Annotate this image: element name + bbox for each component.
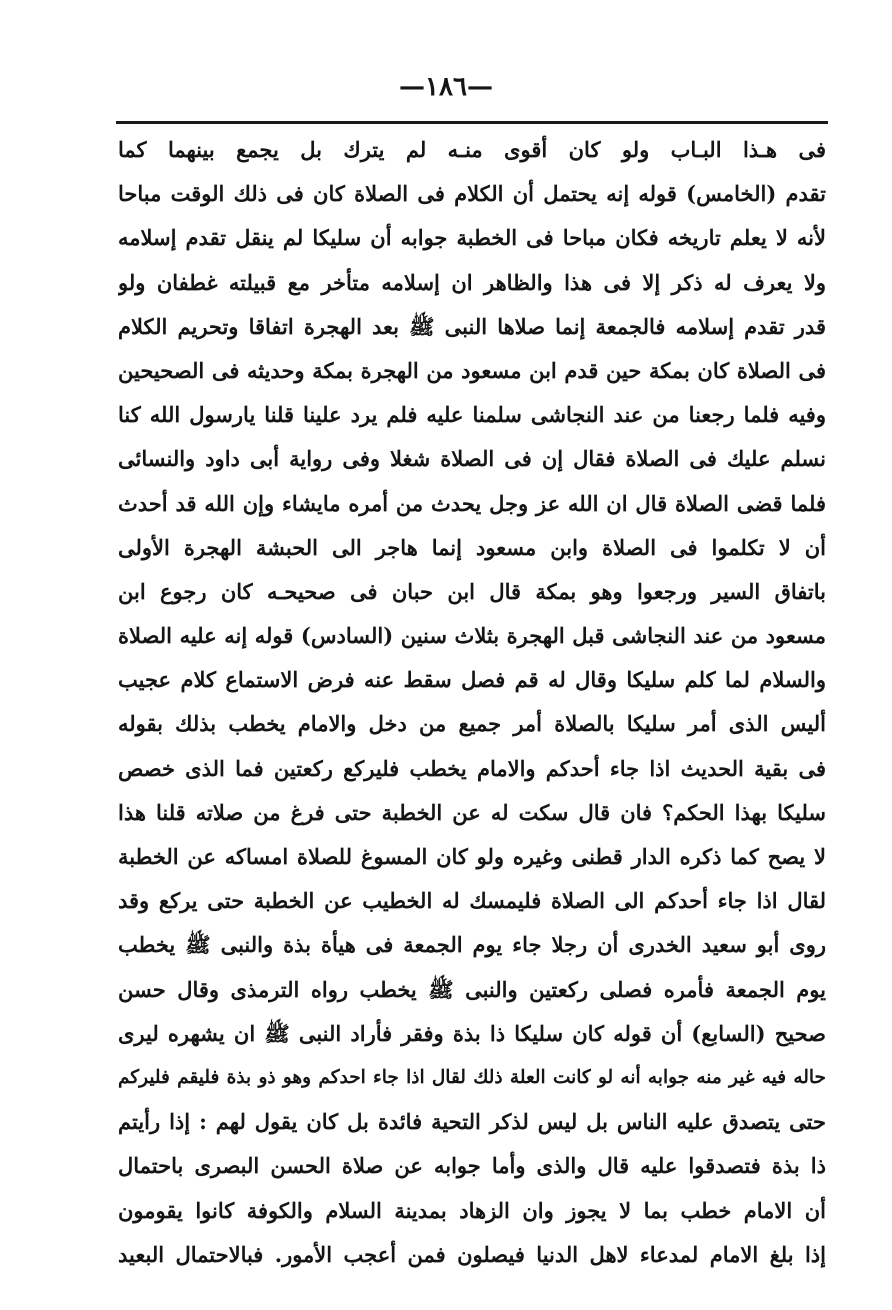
text-line: أن لا تكلموا فى الصلاة وابن مسعود إنما هاجر الى الحبشة الهجرة الأولى	[118, 534, 826, 560]
text-line: مسعود من عند النجاشى قبل الهجرة بثلاث سنين (السادس) قوله إنه عليه الصلاة	[118, 623, 826, 649]
text-line: نسلم عليك فى الصلاة فقال إن فى الصلاة شغلا وفى رواية أبى داود والنسائى	[118, 446, 826, 472]
text-line: صحيح (السابع) أن قوله كان سليكا ذا بذة وفقر فأراد النبى ﷺ ان يشهره ليرى	[118, 1020, 826, 1046]
text-line: أليس الذى أمر سليكا بالصلاة أمر جميع من دخل والامام يخطب بذلك بقوله	[118, 711, 826, 737]
text-line: ذا بذة فتصدقوا عليه قال والذى وأما جوابه عن صلاة الحسن البصرى باحتمال	[118, 1153, 826, 1179]
text-line: باتفاق السير ورجعوا وهو بمكة قال ابن حبان فى صحيحـه كان رجوع ابن	[118, 578, 826, 604]
text-line: سليكا بهذا الحكم؟ فان قال سكت له عن الخطبة حتى فرغ من صلاته قلنا هذا	[118, 799, 826, 825]
text-line: حتى يتصدق عليه الناس بل ليس لذكر التحية فائدة بل كان يقول لهم : إذا رأيتم	[118, 1109, 826, 1135]
text-line: لا يصح كما ذكره الدار قطنى وغيره ولو كان المسوغ للصلاة امساكه عن الخطبة	[118, 844, 826, 869]
page-number: —١٨٦—	[399, 72, 493, 102]
text-line: أن الامام خطب بما لا يجوز وان الزهاد بمدينة السلام والكوفة كانوا يقومون	[118, 1197, 826, 1223]
body-text	[118, 128, 826, 1277]
text-line: روى أبو سعيد الخدرى أن رجلا جاء يوم الجمعة فى هيأة بذة والنبى ﷺ يخطب	[118, 932, 826, 958]
text-line: فى هـذا البـاب ولو كان أقوى منـه لم يترك بل يجمع بينهما كما	[118, 137, 826, 162]
text-line: والسلام لما كلم سليكا وقال له قم فصل سقط عنه فرض الاستماع كلام عجيب	[118, 667, 826, 693]
text-line: قدر تقدم إسلامه فالجمعة إنما صلاها النبى ﷺ بعد الهجرة اتفاقا وتحريم الكلام	[118, 313, 826, 339]
text-line: وفيه فلما رجعنا من عند النجاشى سلمنا عليه فلم يرد علينا قلنا يارسول الله كنا	[118, 402, 826, 428]
text-line: تقدم (الخامس) قوله إنه يحتمل أن الكلام فى الصلاة كان فى ذلك الوقت مباحا	[118, 181, 826, 207]
text-line: إذا بلغ الامام لمدعاء لاهل الدنيا فيصلون فمن أعجب الأمور. فبالاحتمال البعيد	[118, 1241, 826, 1267]
text-line: حاله فيه غير منه جوابه أنه لو كانت العلة ذلك لقال اذا جاء احدكم وهو ذو بذة فليقم فليركم	[118, 1066, 826, 1088]
text-line: لأنه لا يعلم تاريخه فكان مباحا فى الخطبة جوابه أن سليكا لم ينقل تقدم إسلامه	[118, 225, 826, 251]
text-line: لقال اذا جاء أحدكم الى الصلاة فليمسك له الخطيب عن الخطبة حتى يركع وقد	[118, 888, 826, 914]
text-line: فى بقية الحديث اذا جاء أحدكم والامام يخطب فليركع ركعتين فما الذى خصص	[118, 755, 826, 781]
text-line: يوم الجمعة فأمره فصلى ركعتين والنبى ﷺ يخطب رواه الترمذى وقال حسن	[118, 976, 826, 1002]
text-line: ولا يعرف له ذكر إلا فى هذا والظاهر ان إسلامه متأخر مع قبيلته غطفان ولو	[118, 269, 826, 295]
header-rule	[116, 121, 828, 124]
text-line: فى الصلاة كان بمكة حين قدم ابن مسعود من الهجرة بمكة وحديثه فى الصحيحين	[118, 357, 826, 383]
text-line: فلما قضى الصلاة قال ان الله عز وجل يحدث من أمره مايشاء وإن الله قد أحدث	[118, 490, 826, 516]
